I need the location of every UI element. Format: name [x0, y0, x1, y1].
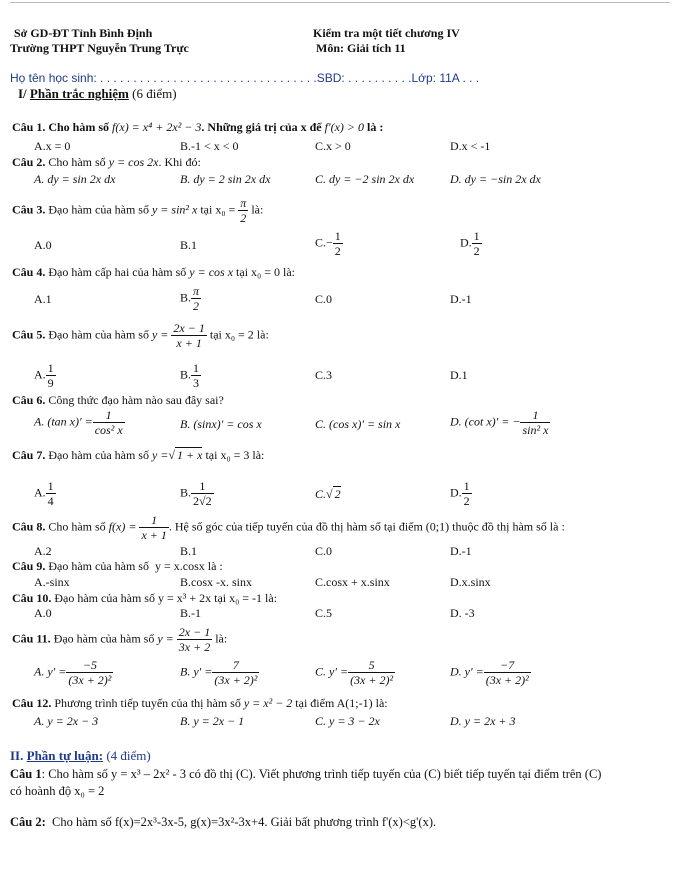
- q6-text-a: Công thức đạo hàm nào sau đây sai?: [48, 393, 224, 407]
- essay2-text: Cho hàm số f(x)=2x³-3x-5, g(x)=3x²-3x+4. Giải bất phương trình f'(x)<g'(x).: [52, 815, 437, 829]
- q10-answer-c[interactable]: C.5: [315, 606, 333, 620]
- q10-answer-b[interactable]: B.-1: [180, 606, 201, 620]
- q7-answer-b[interactable]: B. $\frac{1}{2√2}$: [180, 479, 212, 508]
- q8-label: Câu 8.: [12, 519, 46, 534]
- q9-label: Câu 9.: [12, 559, 46, 573]
- essay2-label: Câu 2:: [10, 815, 46, 829]
- q9-answer-b[interactable]: B.cosx -x. sinx: [180, 575, 252, 589]
- q1-text-b: . Những giá trị của x để: [201, 120, 322, 134]
- q2-label: Câu 2.: [12, 155, 46, 169]
- q5-text-a: Đạo hàm của hàm số: [48, 327, 149, 342]
- student-info-line: Họ tên học sinh: . . . . . . . . . . . . . . . . . . . . . . . . . . . . . . . . .SBD: . . . . . . . . . .Lớp: 11A . . .: [10, 71, 480, 85]
- question-10: [12, 591, 277, 606]
- part1-heading: [18, 86, 177, 102]
- q5-function-prefix: y =: [151, 327, 169, 342]
- part2-title: Phần tự luận:: [26, 748, 104, 763]
- q9-text-a: Đạo hàm của hàm số: [48, 559, 149, 573]
- q1-answer-d[interactable]: D.x < -1: [450, 139, 491, 153]
- q11-answer-a[interactable]: A. y′ = $\frac{-5}{\text{(3x + 2)²}}$: [34, 658, 112, 687]
- q11-function-prefix: y =: [157, 631, 174, 646]
- q10-answer-a[interactable]: A.0: [34, 606, 52, 620]
- q5-answer-b[interactable]: B. $\frac{1}{3}$: [180, 361, 200, 390]
- q11-answer-c[interactable]: C. y′ = $\frac{5}{\text{(3x + 2)²}}$: [315, 658, 394, 687]
- q1-function: f(x) = x⁴ + 2x² − 3: [112, 120, 202, 134]
- q3-answer-c[interactable]: C.− $\frac{1}{2}$: [315, 229, 341, 258]
- q3-x0-fraction: $\frac{\pi}{2}$: [240, 196, 247, 225]
- q12-answer-b[interactable]: B. y = 2x − 1: [180, 714, 245, 728]
- q11-text-b: là:: [215, 631, 228, 646]
- q6-answer-d[interactable]: D. (cot x)′ = − $\frac{1}{\text{sin² x}}$: [450, 408, 549, 437]
- q7-text-b: tại x₀ = 3 là:: [205, 448, 265, 462]
- q7-answer-a[interactable]: A. $\frac{1}{4}$: [34, 479, 54, 508]
- q7-radicand: 1 + x: [177, 448, 203, 462]
- q4-text-b: tại x₀ = 0 là:: [236, 265, 295, 279]
- q4-text-a: Đạo hàm cấp hai của hàm số: [48, 265, 187, 279]
- q1-text-a: Cho hàm số: [48, 120, 110, 134]
- q2-text-a: Cho hàm số: [48, 155, 106, 169]
- q1-condition: f′(x) > 0: [324, 120, 364, 134]
- q1-answer-c[interactable]: C.x > 0: [315, 139, 351, 153]
- q10-label: Câu 10.: [12, 591, 52, 605]
- q5-answer-c[interactable]: C.3: [315, 368, 333, 382]
- q12-answer-a[interactable]: A. y = 2x − 3: [34, 714, 99, 728]
- part2-heading: [10, 748, 151, 764]
- q10-answer-d[interactable]: D. -3: [450, 606, 475, 620]
- essay1-text: : Cho hàm số y = x³ – 2x² - 3 có đồ thị (C). Viết phương trình tiếp tuyến của (C) biết tiếp tuyến tại điểm trên (C): [41, 767, 602, 781]
- q9-answer-a[interactable]: A.-sinx: [34, 575, 70, 589]
- essay-question-1: [10, 767, 601, 782]
- q4-label: Câu 4.: [12, 265, 46, 279]
- header-school: Trường THPT Nguyễn Trung Trực: [10, 41, 189, 55]
- q7-function-prefix: y =: [151, 448, 169, 462]
- q4-answer-d[interactable]: D.-1: [450, 292, 472, 306]
- q2-function: y = cos 2x: [108, 155, 159, 169]
- question-12: [12, 696, 388, 711]
- part1-title: Phần trắc nghiệm: [29, 86, 129, 101]
- q1-text-c: là :: [367, 120, 384, 134]
- question-9: [12, 559, 223, 574]
- part1-num: I/: [18, 86, 27, 101]
- q1-answer-b[interactable]: B.-1 < x < 0: [180, 139, 239, 153]
- q12-function: y = x² − 2: [243, 696, 293, 710]
- q2-answer-d[interactable]: D. dy = −sin 2x dx: [450, 172, 541, 186]
- q5-answer-a[interactable]: A. $\frac{1}{9}$: [34, 361, 54, 390]
- q7-text-a: Đạo hàm của hàm số: [48, 448, 149, 462]
- q4-answer-b[interactable]: B. $\frac{\pi}{2}$: [180, 284, 200, 313]
- question-3: [12, 196, 263, 225]
- q1-answer-a[interactable]: A.x = 0: [34, 139, 71, 153]
- q12-answer-d[interactable]: D. y = 2x + 3: [450, 714, 516, 728]
- q7-answer-d[interactable]: D. $\frac{1}{2}$: [450, 479, 470, 508]
- q6-answer-a[interactable]: A. (tan x)′ = $\frac{1}{\text{cos² x}}$: [34, 408, 123, 437]
- q8-function-prefix: f(x) =: [108, 519, 137, 534]
- question-2: [12, 155, 201, 170]
- q6-answer-b[interactable]: B. (sinx)′ = cos x: [180, 417, 262, 431]
- q12-answer-c[interactable]: C. y = 3 − 2x: [315, 714, 380, 728]
- q3-answer-a[interactable]: A.0: [34, 238, 52, 252]
- q9-answer-d[interactable]: D.x.sinx: [450, 575, 491, 589]
- question-11: [12, 625, 227, 654]
- q6-answer-c[interactable]: C. (cos x)′ = sin x: [315, 417, 401, 431]
- q8-answer-d[interactable]: D.-1: [450, 544, 472, 558]
- q2-answer-a[interactable]: A. dy = sin 2x dx: [34, 172, 116, 186]
- q7-answer-c[interactable]: C.√ 2: [315, 487, 341, 501]
- question-6: [12, 393, 224, 408]
- q5-label: Câu 5.: [12, 327, 46, 342]
- q11-answer-b[interactable]: B. y′ = $\frac{7}{\text{(3x + 2)²}}$: [180, 658, 258, 687]
- part2-points: (4 điểm): [106, 748, 151, 763]
- q8-function-fraction: $\frac{1}{x + 1}$: [141, 513, 167, 542]
- q3-answer-d[interactable]: D. $\frac{1}{2}$: [460, 229, 480, 258]
- q10-text-a: Đạo hàm của hàm số y = x³ + 2x tại x₀ = -1 là:: [54, 591, 278, 605]
- q4-function: y = cos x: [189, 265, 234, 279]
- q3-text-b: tại x₀ =: [200, 202, 236, 217]
- q12-text-a: Phương trình tiếp tuyến của thị hàm số: [54, 696, 241, 710]
- question-1: [12, 120, 383, 135]
- header-subject: Môn: Giải tích 11: [316, 41, 406, 55]
- q12-text-b: tại điểm A(1;-1) là:: [295, 696, 388, 710]
- part1-points: (6 điểm): [132, 86, 177, 101]
- q12-label: Câu 12.: [12, 696, 52, 710]
- q9-answer-c[interactable]: C.cosx + x.sinx: [315, 575, 390, 589]
- q3-label: Câu 3.: [12, 202, 46, 217]
- top-rule: [10, 2, 670, 3]
- essay1-label: Câu 1: [10, 767, 42, 781]
- q2-answer-c[interactable]: C. dy = −2 sin 2x dx: [315, 172, 415, 186]
- question-4: [12, 265, 295, 280]
- essay-question-2: [10, 815, 436, 830]
- q3-text-a: Đạo hàm của hàm số: [48, 202, 149, 217]
- part2-num: II.: [10, 748, 24, 763]
- q5-function-fraction: $\frac{2x - 1}{x + 1}$: [173, 321, 205, 350]
- q3-text-c: là:: [251, 202, 264, 217]
- q8-text-a: Cho hàm số: [48, 519, 106, 534]
- q8-answer-b[interactable]: B.1: [180, 544, 198, 558]
- q2-text-b: . Khi đó:: [158, 155, 201, 169]
- q9-function: y = x.cosx là :: [154, 559, 223, 573]
- q8-answer-c[interactable]: C.0: [315, 544, 333, 558]
- q7-label: Câu 7.: [12, 448, 46, 462]
- question-8: [12, 513, 565, 542]
- q2-answer-b[interactable]: B. dy = 2 sin 2x dx: [180, 172, 271, 186]
- q11-label: Câu 11.: [12, 631, 51, 646]
- q4-answer-c[interactable]: C.0: [315, 292, 333, 306]
- q4-answer-a[interactable]: A.1: [34, 292, 52, 306]
- q1-label: Câu 1.: [12, 120, 46, 134]
- q8-answer-a[interactable]: A.2: [34, 544, 52, 558]
- question-5: [12, 321, 269, 350]
- question-7: Câu 7. Đạo hàm của hàm số y =√ 1 + x tại x₀ = 3 là:: [12, 448, 265, 462]
- q6-label: Câu 6.: [12, 393, 46, 407]
- q5-text-b: tại x₀ = 2 là:: [209, 327, 269, 342]
- q3-function: y = sin² x: [151, 202, 198, 217]
- q8-text-b: . Hệ số góc của tiếp tuyến của đồ thị hàm số tại điểm (0;1) thuộc đồ thị hàm số là :: [168, 519, 565, 534]
- q5-answer-d[interactable]: D.1: [450, 368, 468, 382]
- q11-text-a: Đạo hàm của hàm số: [53, 631, 155, 646]
- essay-question-1-cont: có hoành độ x₀ = 2: [10, 784, 105, 798]
- q11-function-fraction: $\frac{2x - 1}{3x + 2}$: [178, 625, 211, 654]
- q3-answer-b[interactable]: B.1: [180, 238, 198, 252]
- q11-answer-d[interactable]: D. y′ = $\frac{-7}{\text{(3x + 2)²}}$: [450, 658, 529, 687]
- header-test-title: Kiểm tra một tiết chương IV: [313, 26, 460, 40]
- header-dept: Sở GD-ĐT Tỉnh Bình Định: [14, 26, 153, 40]
